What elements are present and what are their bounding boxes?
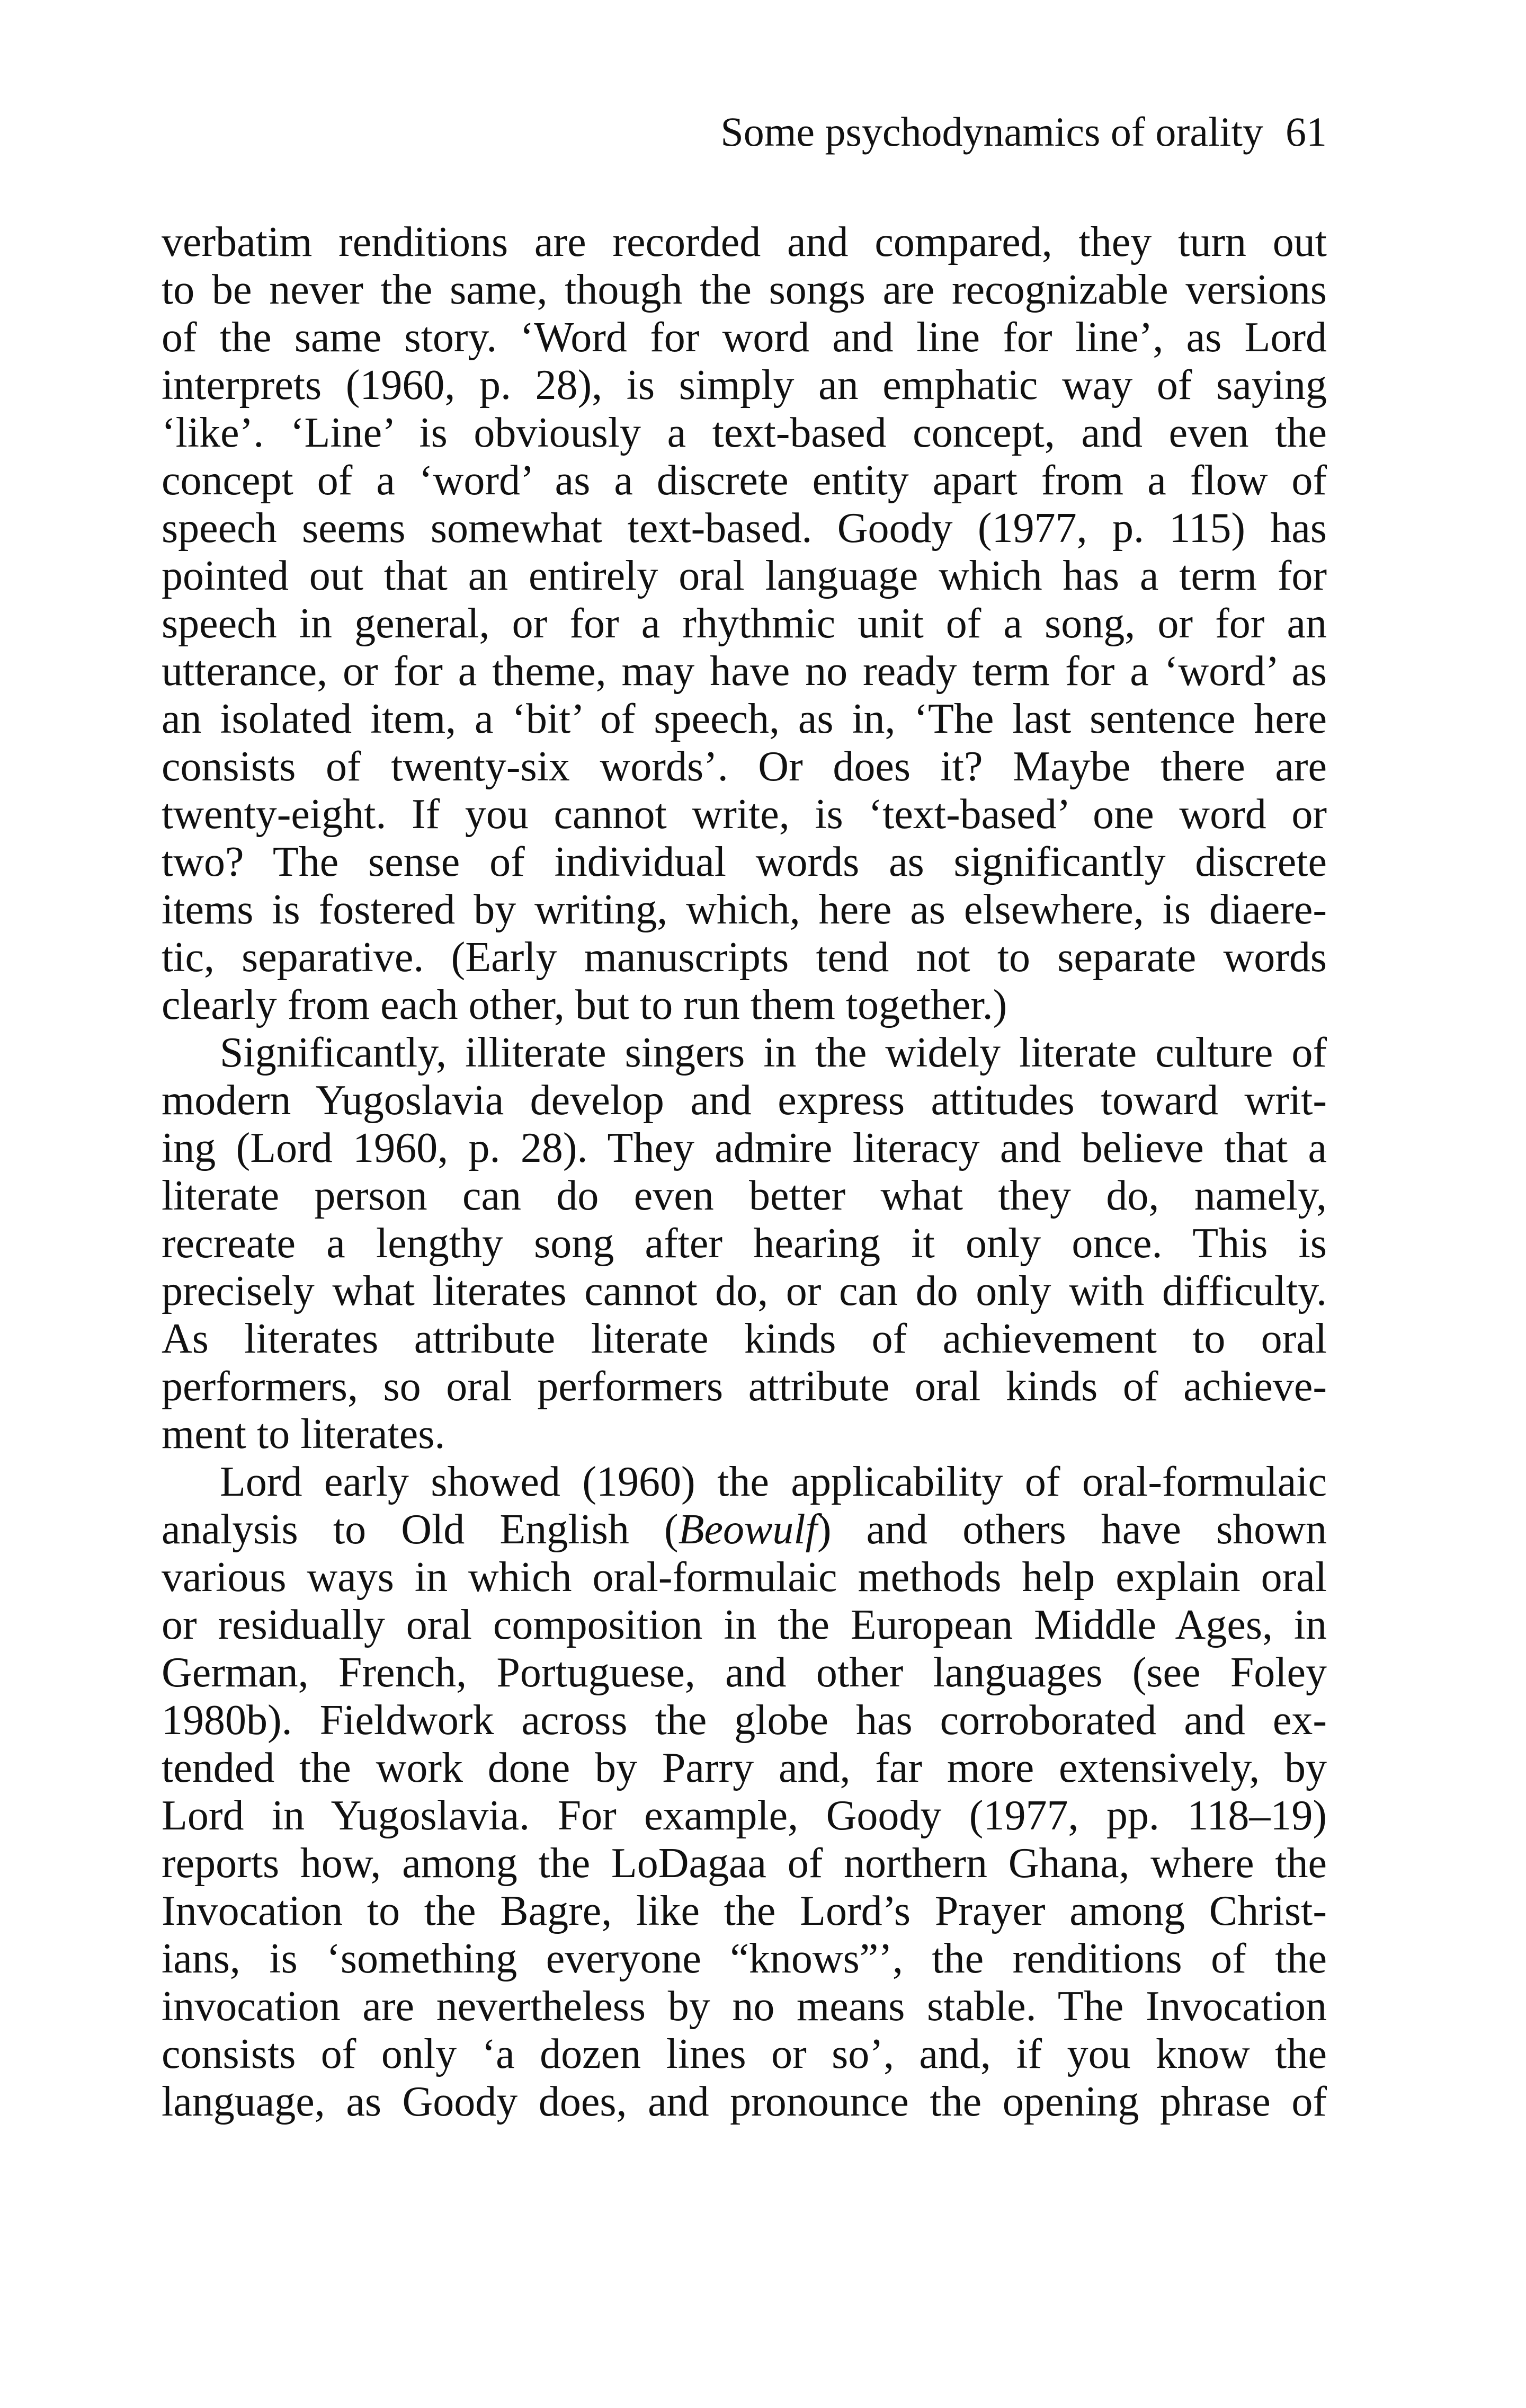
text-line: tic, separative. (Early manuscripts tend not to separate words xyxy=(162,934,1327,981)
text-line: pointed out that an entirely oral language which has a term for xyxy=(162,553,1327,599)
text-line: language, as Goody does, and pronounce the opening phrase of xyxy=(162,2078,1327,2125)
text-line: analysis to Old English (Beowulf) and others have shown xyxy=(162,1506,1327,1553)
body-text xyxy=(162,218,1327,2126)
text-line: items is fostered by writing, which, here as elsewhere, is diaere- xyxy=(162,886,1327,933)
text-line: ment to literates. xyxy=(162,1411,445,1458)
text-line: interprets (1960, p. 28), is simply an emphatic way of saying xyxy=(162,362,1327,408)
book-page xyxy=(162,111,1327,2126)
text-line: invocation are nevertheless by no means stable. The Invocation xyxy=(162,1983,1327,2030)
text-line: Lord in Yugoslavia. For example, Goody (1977, pp. 118–19) xyxy=(162,1792,1327,1839)
text-line: 1980b). Fieldwork across the globe has corroborated and ex- xyxy=(162,1697,1327,1744)
page-number: 61 xyxy=(1286,109,1327,155)
text-line: Invocation to the Bagre, like the Lord’s Prayer among Christ- xyxy=(162,1888,1327,1934)
paragraph xyxy=(162,218,1327,1029)
text-line: As literates attribute literate kinds of achievement to oral xyxy=(162,1316,1327,1362)
text-line: ‘like’. ‘Line’ is obviously a text-based concept, and even the xyxy=(162,410,1327,456)
text-line: literate person can do even better what they do, namely, xyxy=(162,1172,1327,1219)
text-line: an isolated item, a ‘bit’ of speech, as in, ‘The last sentence here xyxy=(162,696,1327,742)
text-line: concept of a ‘word’ as a discrete entity apart from a flow of xyxy=(162,457,1327,504)
text-line: clearly from each other, but to run them together.) xyxy=(162,982,1007,1028)
text-line: to be never the same, though the songs are recognizable versions xyxy=(162,266,1327,313)
text-line: of the same story. ‘Word for word and line for line’, as Lord xyxy=(162,314,1327,361)
running-head xyxy=(162,111,1327,175)
text-line: speech seems somewhat text-based. Goody (1977, p. 115) has xyxy=(162,505,1327,552)
text-line: utterance, or for a theme, may have no ready term for a ‘word’ as xyxy=(162,648,1327,695)
paragraph xyxy=(162,1029,1327,1458)
text-line: speech in general, or for a rhythmic unit of a song, or for an xyxy=(162,600,1327,647)
text-line: two? The sense of individual words as significantly discrete xyxy=(162,839,1327,885)
text-line: various ways in which oral-formulaic methods help explain oral xyxy=(162,1554,1327,1601)
text-line: German, French, Portuguese, and other languages (see Foley xyxy=(162,1649,1327,1696)
text-line: reports how, among the LoDagaa of northern Ghana, where the xyxy=(162,1840,1327,1887)
text-line: performers, so oral performers attribute oral kinds of achieve- xyxy=(162,1363,1327,1410)
text-line: tended the work done by Parry and, far more extensively, by xyxy=(162,1745,1327,1791)
running-title: Some psychodynamics of orality xyxy=(720,109,1263,155)
text-line: ing (Lord 1960, p. 28). They admire literacy and believe that a xyxy=(162,1125,1327,1171)
text-line: verbatim renditions are recorded and compared, they turn out xyxy=(162,219,1327,265)
text-line: consists of only ‘a dozen lines or so’, and, if you know the xyxy=(162,2031,1327,2077)
text-line: modern Yugoslavia develop and express attitudes toward writ- xyxy=(162,1077,1327,1124)
paragraph xyxy=(162,1458,1327,2126)
text-line: consists of twenty-six words’. Or does it? Maybe there are xyxy=(162,743,1327,790)
text-line: twenty-eight. If you cannot write, is ‘text-based’ one word or xyxy=(162,791,1327,838)
text-line: precisely what literates cannot do, or can do only with difficulty. xyxy=(162,1268,1327,1314)
text-line: Lord early showed (1960) the applicability of oral-formulaic xyxy=(220,1459,1327,1505)
text-line: ians, is ‘something everyone “knows”’, the renditions of the xyxy=(162,1935,1327,1982)
text-line: Significantly, illiterate singers in the widely literate culture of xyxy=(220,1029,1327,1076)
text-line: recreate a lengthy song after hearing it only once. This is xyxy=(162,1220,1327,1267)
text-line: or residually oral composition in the European Middle Ages, in xyxy=(162,1602,1327,1648)
